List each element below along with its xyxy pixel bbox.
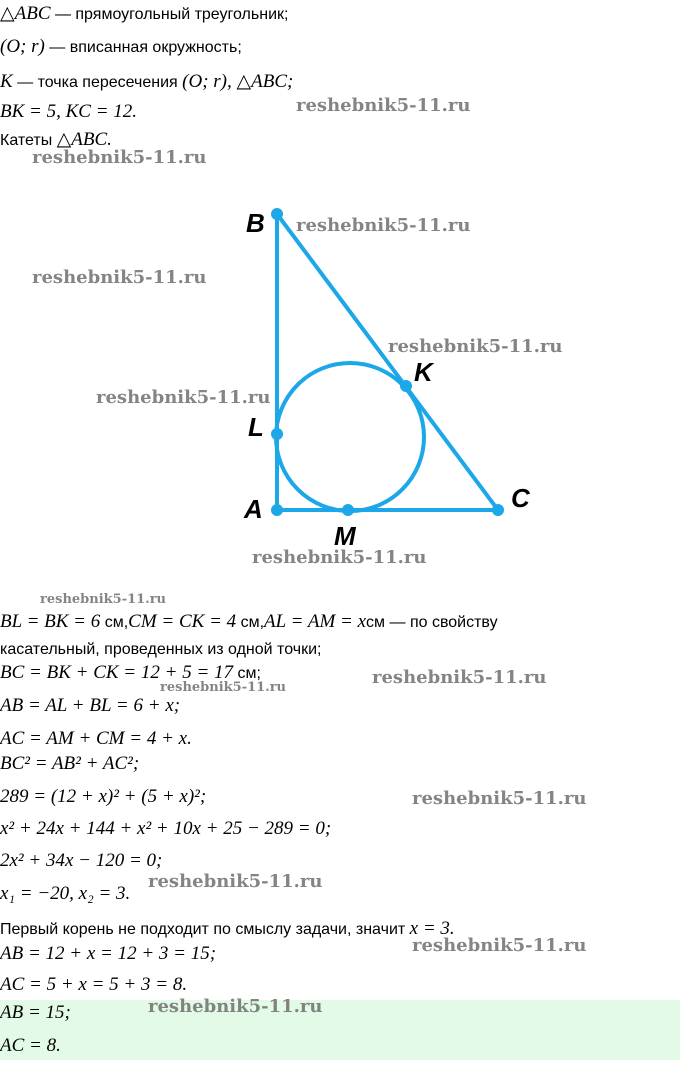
watermark: reshebnik5-11.ru bbox=[252, 547, 427, 568]
solution-line-11 bbox=[0, 918, 455, 940]
watermark: reshebnik5-11.ru bbox=[32, 147, 207, 168]
solution-3-part-1: BC = BK + CK = 12 + 5 = 17 bbox=[0, 662, 234, 683]
label-m: M bbox=[334, 521, 356, 551]
watermark: reshebnik5-11.ru bbox=[412, 788, 587, 809]
point-a bbox=[271, 504, 283, 516]
given-4-math: BK = 5, KC = 12. bbox=[0, 101, 138, 122]
answer-line-1: AB = 15; bbox=[0, 1002, 71, 1023]
solution-line-2: касательный, проведенных из одной точки; bbox=[0, 641, 322, 658]
label-l: L bbox=[248, 412, 264, 442]
watermark: reshebnik5-11.ru bbox=[96, 387, 271, 408]
watermark: reshebnik5-11.ru bbox=[148, 871, 323, 892]
watermark: reshebnik5-11.ru bbox=[296, 95, 471, 116]
watermark: reshebnik5-11.ru bbox=[160, 680, 287, 695]
find-text: Катеты bbox=[0, 132, 57, 149]
solution-1-part-6: см — по свойству bbox=[366, 614, 498, 631]
watermark: reshebnik5-11.ru bbox=[412, 935, 587, 956]
solution-11-part-2: x = 3. bbox=[409, 918, 455, 939]
solution-line-7: 289 = (12 + x)² + (5 + x)²; bbox=[0, 786, 207, 807]
point-k bbox=[400, 380, 412, 392]
given-1-math: △ABC bbox=[0, 3, 51, 24]
solution-1-part-2: см, bbox=[100, 614, 129, 631]
watermark: reshebnik5-11.ru bbox=[372, 667, 547, 688]
label-c: C bbox=[511, 483, 530, 513]
given-2-math: (O; r) bbox=[0, 36, 45, 57]
point-l bbox=[271, 428, 283, 440]
given-3-text: — точка пересечения bbox=[12, 74, 183, 91]
solution-line-13: AC = 5 + x = 5 + 3 = 8. bbox=[0, 974, 188, 995]
watermark: reshebnik5-11.ru bbox=[148, 996, 323, 1017]
solution-1-part-4: см, bbox=[236, 614, 265, 631]
solution-line-1 bbox=[0, 611, 498, 633]
solution-1-part-1: BL = BK = 6 bbox=[0, 611, 101, 632]
label-a: A bbox=[244, 494, 263, 524]
solution-1-part-5: AL = AM = x bbox=[264, 611, 367, 632]
watermark: reshebnik5-11.ru bbox=[32, 267, 207, 288]
answer-box bbox=[0, 1000, 680, 1060]
solution-line-5: AC = AM + CM = 4 + x. bbox=[0, 728, 192, 749]
find-math: △ABC. bbox=[56, 129, 112, 150]
label-b: B bbox=[246, 208, 265, 238]
given-3-math: K bbox=[0, 71, 13, 92]
solution-line-4: AB = AL + BL = 6 + x; bbox=[0, 695, 181, 716]
solution-line-9: 2x² + 34x − 120 = 0; bbox=[0, 850, 163, 871]
solution-3-part-2: см; bbox=[233, 665, 261, 682]
given-1-text: — прямоугольный треугольник; bbox=[50, 6, 289, 23]
solution-1-part-3: CM = CK = 4 bbox=[128, 611, 237, 632]
solution-line-6: BC² = AB² + AC²; bbox=[0, 753, 140, 774]
side-bc bbox=[277, 214, 498, 510]
solution-line-12: AB = 12 + x = 12 + 3 = 15; bbox=[0, 943, 217, 964]
point-c bbox=[492, 504, 504, 516]
label-k: K bbox=[414, 357, 433, 387]
watermark: reshebnik5-11.ru bbox=[388, 336, 563, 357]
given-3-math2: (O; r), △ABC; bbox=[182, 71, 294, 92]
answer-line-2: AC = 8. bbox=[0, 1035, 61, 1056]
given-2-text: — вписанная окружность; bbox=[44, 39, 242, 56]
point-m bbox=[342, 504, 354, 516]
watermark: reshebnik5-11.ru bbox=[40, 592, 167, 607]
point-b bbox=[271, 208, 283, 220]
solution-line-10: x₁ = −20, x₂ = 3. bbox=[0, 883, 131, 904]
solution-line-8: x² + 24x + 144 + x² + 10x + 25 − 289 = 0; bbox=[0, 818, 332, 839]
solution-11-part-1: Первый корень не подходит по смыслу задачи, значит bbox=[0, 921, 410, 938]
watermark: reshebnik5-11.ru bbox=[296, 215, 471, 236]
